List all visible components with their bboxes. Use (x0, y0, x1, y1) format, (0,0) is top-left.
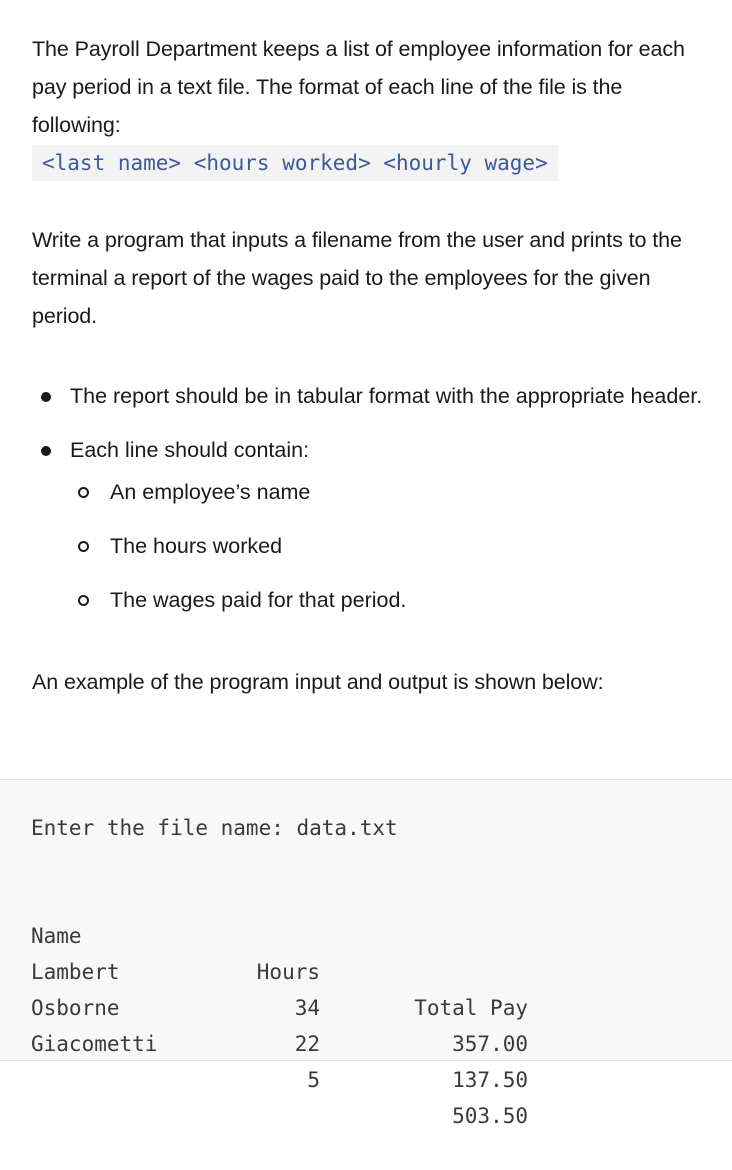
bullet-circle-icon (78, 541, 89, 552)
sub-requirement-item (70, 579, 712, 621)
sub-requirement-item (70, 471, 712, 513)
example-output-block (0, 779, 732, 1128)
requirement-text: The report should be in tabular format with the appropriate header. (70, 384, 703, 408)
requirement-text: Each line should contain: (70, 438, 310, 462)
bullet-disc-icon (41, 392, 51, 402)
hours-worked: 5 (307, 1068, 320, 1092)
hours-worked: 22 (294, 1032, 320, 1056)
employee-name: Lambert (31, 960, 120, 984)
hours-worked: 34 (294, 996, 320, 1020)
file-format-code: <last name> <hours worked> <hourly wage> (32, 145, 558, 181)
header-hours: Hours (256, 960, 320, 984)
header-name: Name (31, 924, 82, 948)
requirement-item (32, 375, 712, 417)
task-paragraph: Write a program that inputs a filename from the user and prints to the terminal a report of the wages paid to the employees for the given period. (32, 228, 682, 328)
bullet-circle-icon (78, 487, 89, 498)
sub-requirement-text: The hours worked (110, 534, 283, 558)
sub-requirement-text: The wages paid for that period. (110, 588, 407, 612)
line-contents-list (70, 471, 712, 621)
sub-requirement-item (70, 525, 712, 567)
bullet-disc-icon (41, 446, 51, 456)
bullet-circle-icon (78, 595, 89, 606)
requirements-list (32, 375, 712, 621)
total-pay: 137.50 (452, 1068, 528, 1092)
sub-requirement-text: An employee’s name (110, 480, 311, 504)
requirement-item (32, 429, 712, 621)
total-pay: 503.50 (452, 1104, 528, 1128)
example-intro: An example of the program input and output is shown below: (32, 670, 604, 694)
header-total-pay: Total Pay (414, 996, 528, 1020)
input-prompt-line: Enter the file name: data.txt (31, 816, 398, 840)
employee-name: Giacometti (31, 1032, 158, 1056)
intro-paragraph: The Payroll Department keeps a list of employee information for each pay period in a text file. The format of each line of the file is the following: (32, 37, 685, 137)
problem-statement (32, 30, 712, 701)
total-pay: 357.00 (452, 1032, 528, 1056)
employee-name: Osborne (31, 996, 120, 1020)
